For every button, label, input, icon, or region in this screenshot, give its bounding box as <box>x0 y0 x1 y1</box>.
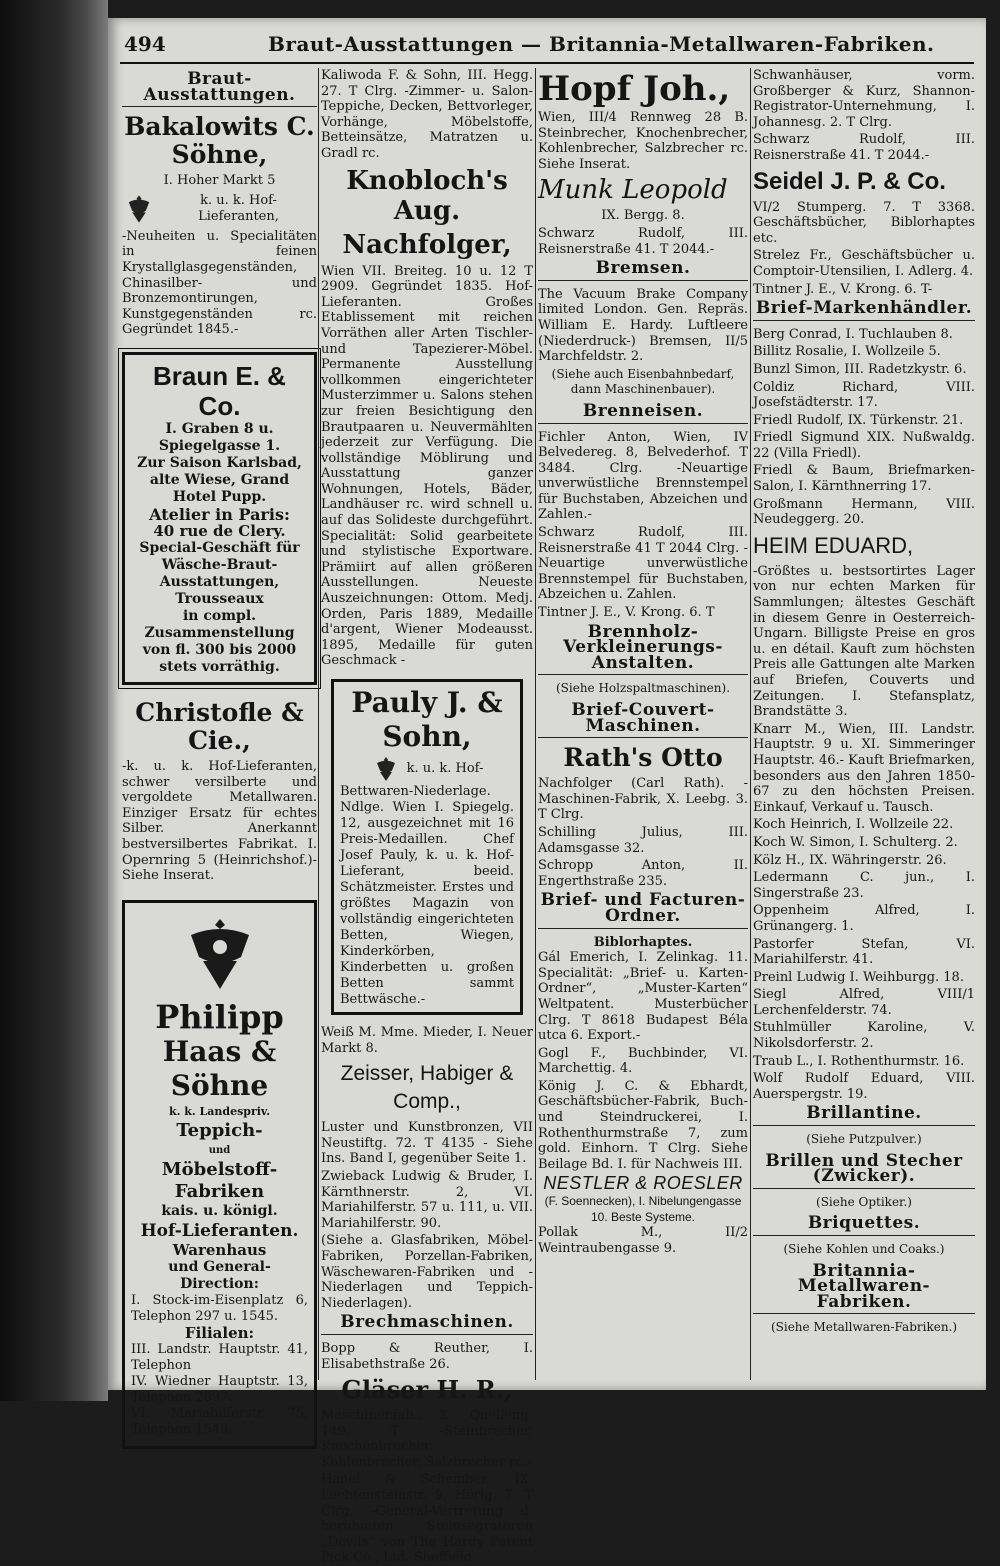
haas-teppich: Teppich- <box>176 1119 263 1141</box>
hopf-name: Hopf Joh., <box>538 69 731 109</box>
list-item: Friedl Sigmund XIX. Nußwaldg. 22 (Villa Friedl). <box>753 430 975 461</box>
col2-siehe-note: (Siehe a. Glasfabriken, Möbel-Fabriken, Porzellan-Fabriken, Wäschewaren-Fabriken und -Niederlagen und Teppich-Niederlagen). <box>321 1233 533 1311</box>
zwieback-entry: Zwieback Ludwig & Bruder, I. Kärnthnerstr. 2, VI. Mariahilferstr. 57 u. 111, u. VII. Mariahilferstr. 90. <box>321 1168 533 1231</box>
pauly-name: Pauly J. & Sohn, <box>351 686 503 753</box>
header-rule <box>120 62 974 64</box>
list-item: Billitz Rosalie, I. Wollzeile 5. <box>753 344 941 360</box>
vacuum-entry: The Vacuum Brake Company limited London. Gen. Repräs. William E. Hardy. Luftleere (Niederdruck-) Bremsen, II/5 Marchfeldstr. 2. <box>538 286 748 365</box>
knobloch-text: Wien VII. Breiteg. 10 u. 12 T 2909. Gegründet 1835. Hof-Lieferanten. Großes Etablissement mit reichen Vorräthen aller Arten Tischler- und Tapezierer-Möbel. Permanente Ausstellung vollkommen eingerichteter Musterzimmer u. Salons stehen zur freien Besichtigung den Brautpaaren u. Neuvermählten jederzeit zur Verfügung. Die vollständige Möblirung und Ausstattung ganzer Wohnungen, Hotels, Bäder, Landhäuser rc. wird schnell u. auf das Solideste durchgeführt. Specialität: Solid gearbeitete und stylistische Exportware. Prämiirt auf allen größeren Ausstellungen. Neueste Auszeichnungen: Ottom. Medj. Orden, Paris 1889, Medaille d'argent, Wiener Modeausst. 1895, Medaille für guten Geschmack - <box>321 263 533 669</box>
munk-address: IX. Bergg. 8. <box>601 208 685 224</box>
rath-text: Nachfolger (Carl Rath). -Maschinen-Fabrik, X. Leebg. 3. T Clrg. <box>538 776 748 823</box>
haas-erz: k. k. Landespriv. <box>168 1104 271 1118</box>
schwarz-entry-3: Schwarz Rudolf, III. Reisnerstraße 41. T 2044.- <box>753 132 975 163</box>
book-spine-shadow <box>0 0 108 1401</box>
section-heading-braut: Braut-Ausstattungen. <box>122 72 317 107</box>
column-rule-3 <box>750 68 751 1380</box>
pollak-entry: Pollak M., II/2 Weintraubengasse 9. <box>538 1225 748 1256</box>
haas-filiale-2: IV. Wiedner Hauptstr. 13, Telephon 2097. <box>131 1373 308 1405</box>
list-item: Wolf Rudolf Eduard, VIII. Auerspergstr. 19. <box>753 1071 975 1102</box>
braun-special: Special-Geschäft für Wäsche-Braut-Ausstattungen, Trousseaux <box>139 539 300 607</box>
section-heading-marken: Brief-Markenhändler. <box>753 301 975 321</box>
seidel-text: VI/2 Stumperg. 7. T 3368. Geschäftsbücher, Biblorhaptes etc. <box>753 199 975 246</box>
bakalowits-address: I. Hoher Markt 5 <box>163 173 276 189</box>
braun-paris: 40 rue de Clery. <box>153 521 286 540</box>
braun-address: I. Graben 8 u. Spiegelgasse 1. <box>158 420 281 454</box>
seidel-name: Seidel J. P. & Co. <box>753 167 946 195</box>
column-2 <box>321 68 533 1566</box>
braun-atelier: Atelier in Paris: <box>149 504 290 524</box>
column-rule-2 <box>535 68 536 1380</box>
strelez-entry: Strelez Fr., Geschäftsbücher u. Comptoir-Utensilien, I. Adlerg. 4. <box>753 248 975 279</box>
column-rule-1 <box>318 68 319 1380</box>
haas-advert <box>122 900 317 1449</box>
section-heading-ordner: Brief- und Facturen-Ordner. <box>538 893 748 928</box>
biblorhaptes-label: Biblorhaptes. <box>593 934 693 950</box>
page-number: 494 <box>124 32 166 56</box>
list-item: Stuhlmüller Karoline, V. Nikolsdorferstr. 2. <box>753 1020 975 1052</box>
knobloch-name: Knobloch's Aug. <box>346 165 508 226</box>
brennholz-siehe-note: (Siehe Holzspaltmaschinen). <box>555 681 731 696</box>
tintner-entry-2: Tintner J. E., V. Krong. 6. T- <box>753 281 933 297</box>
bakalowits-text: -Neuheiten u. Specialitäten in feinen Krystallglasgegenständen, Chinasilber- und Bronzemontirungen, Kunstgegenständen rc. Gegründet 1845.- <box>122 228 317 338</box>
fichler-entry: Fichler Anton, Wien, IV Belvedereg. 8, Belvederhof. T 3484. Clrg. -Neuartige unverwüstliche Brennstempel für Buchstaben, Abzeichen und Zahlen.- <box>538 429 748 523</box>
list-item: Koch W. Simon, I. Schulterg. 2. <box>753 834 958 850</box>
gogl-entry: Gogl F., Buchbinder, VI. Marchettig. 4. <box>538 1045 748 1077</box>
haas-warenhaus: Warenhaus <box>172 1240 267 1259</box>
haas-direction: und General-Direction: <box>168 1258 271 1292</box>
bakalowits-name: Bakalowits C. Söhne, <box>124 112 315 170</box>
pauly-advert <box>331 679 523 1015</box>
section-heading-bremsen: Bremsen. <box>538 261 748 281</box>
hopf-text: Wien, III/4 Rennweg 28 B. Steinbrecher, Knochenbrecher, Kohlenbrecher, Salzbrecher rc. Siehe Inserat. <box>538 110 748 172</box>
list-item: Friedl & Baum, Briefmarken-Salon, I. Kärnthnerring 17. <box>753 463 975 495</box>
rath-name: Rath's Otto <box>563 743 723 773</box>
list-item: Oppenheim Alfred, I. Grünangerg. 1. <box>753 903 975 934</box>
haas-filiale-1: III. Landstr. Hauptstr. 41, Telephon <box>131 1341 308 1373</box>
list-item: Bunzl Simon, III. Radetzkystr. 6. <box>753 361 967 377</box>
haas-stock: I. Stock-im-Eisenplatz 6, Telephon 297 u. 1545. <box>131 1292 308 1324</box>
column-4 <box>753 68 975 1380</box>
nestler-name: NESTLER & ROESLER <box>543 1173 743 1194</box>
christofle-text: -k. u. k. Hof-Lieferanten, schwer versilberte und vergoldete Metallwaren. Einziger Ersatz für echtes Silber. Anerkannt bestversilbertes Fabrikat. I. Opernring 5 (Heinrichshof.)- Siehe Inserat. <box>122 758 317 884</box>
section-heading-brillen: Brillen und Stecher (Zwicker). <box>753 1154 975 1189</box>
zeisser-name: Zeisser, Habiger & Comp., <box>340 1062 514 1114</box>
haas-kais: kais. u. königl. <box>161 1202 278 1219</box>
markenhaendler-list-2 <box>753 817 975 1102</box>
braun-advert <box>122 352 317 685</box>
braun-compl: in compl. Zusammenstellung von fl. 300 bis 2000 stets vorräthig. <box>142 607 297 675</box>
heim-name: HEIM EDUARD, <box>753 532 914 558</box>
haas-filialen: Filialen: <box>184 1323 255 1342</box>
bopp-entry: Bopp & Reuther, I. Elisabethstraße 26. <box>321 1340 533 1372</box>
list-item: Berg Conrad, I. Tuchlauben 8. <box>753 326 953 342</box>
list-item: Coldiz Richard, VIII. Josefstädterstr. 17. <box>753 379 975 411</box>
column-3 <box>538 68 748 1380</box>
page-header <box>120 26 974 66</box>
tintner-entry-1: Tintner J. E., V. Krong. 6. T <box>538 605 715 621</box>
directory-page <box>108 18 986 1566</box>
haas-und: und <box>208 1144 231 1156</box>
schwarz-entry-2: Schwarz Rudolf, III. Reisnerstraße 41 T 2044 Clrg. -Neuartige unverwüstliche Brennstempel für Buchstaben, Abzeichen u. Zahlen. <box>538 525 748 603</box>
markenhaendler-list-1 <box>753 327 975 528</box>
braun-name: Braun E. & Co. <box>153 360 286 421</box>
pauly-text: Bettwaren-Niederlage. Ndlge. Wien I. Spiegelg. 12, ausgezeichnet mit 16 Preis-Medaillen. Chef Josef Pauly, k. u. k. Hof-Lieferant, beeid. Schätzmeister. Erstes und größtes Magazin von vollständig eingerichteten Betten, Wiegen, Kinderkörben, Kinderbetten u. großen Betten sammt Bettwäsche.- <box>340 784 514 1007</box>
kaliwoda-entry: Kaliwoda F. & Sohn, III. Hegg. 27. T Clrg. -Zimmer- u. Salon-Teppiche, Decken, Bettvorleger, Vorhänge, Möbelstoffe, Betteinsätze, Matratzen u. Gradl rc. <box>321 68 533 161</box>
section-heading-briquettes: Briquettes. <box>753 1216 975 1236</box>
pauly-hof: k. u. k. Hof- <box>406 761 484 777</box>
section-heading-brennholz: Brennholz-Verkleinerungs-Anstalten. <box>538 625 748 676</box>
column-1 <box>122 68 317 1437</box>
section-heading-brenneisen: Brenneisen. <box>538 404 748 424</box>
double-eagle-icon <box>122 192 156 226</box>
list-item: Preinl Ludwig I. Weihburgg. 18. <box>753 969 964 985</box>
haas-name-1: Philipp <box>155 997 284 1036</box>
list-item: Friedl Rudolf, IX. Türkenstr. 21. <box>753 412 964 428</box>
bakalowits-hof: k. u. k. Hof- Lieferanten, <box>198 193 279 224</box>
knarr-entry: Knarr M., Wien, III. Landstr. Hauptstr. 9 u. XI. Simmeringer Hauptstr. 46.- Kauft Briefmarken, besonders aus den Jahren 1850-67 zu den höchsten Preisen. Einkauf, Verkauf u. Tausch. <box>753 721 975 815</box>
haas-name-2: Haas & Söhne <box>162 1034 277 1102</box>
braun-saison: Zur Saison Karlsbad, alte Wiese, Grand Hotel Pupp. <box>137 454 302 505</box>
hanel-entry: Hanel & Schember, IX. Lechtensteinstr. 9, Hörlg. 7. T Clrg. -General-Vertretung d. berühmten Steinsegratoren „Devils“ von The Hardy Patent Pick Co., Ltd. Sheffield. <box>321 1472 533 1566</box>
munk-name: Munk Leopold <box>538 175 728 206</box>
haas-hof: Hof-Lieferanten. <box>140 1220 299 1241</box>
schwarz-entry-1: Schwarz Rudolf, III. Reisnerstraße 41. T 2044.- <box>538 225 748 257</box>
schropp-entry: Schropp Anton, II. Engerthstraße 235. <box>538 858 748 889</box>
glaeser-name: Gläser H. R., <box>341 1375 513 1405</box>
list-item: Koch Heinrich, I. Wollzeile 22. <box>753 817 954 833</box>
running-title: Braut-Ausstattungen — Britannia-Metallwaren-Fabriken. <box>268 32 935 56</box>
briquettes-siehe-note: (Siehe Kohlen und Coaks.) <box>783 1242 945 1256</box>
britannia-siehe-note: (Siehe Metallwaren-Fabriken.) <box>770 1320 958 1335</box>
vacuum-siehe-note: (Siehe auch Eisenbahnbedarf, dann Maschinenbauer). <box>551 366 735 397</box>
glaeser-text: Maschinenfab., X. Quelleng. 149. T -Steinbrecher, Knochenbrecher, Kohlenbrecher, Salzbrecher rc.- <box>321 1408 533 1470</box>
weiss-entry: Weiß M. Mme. Mieder, I. Neuer Markt 8. <box>321 1025 533 1056</box>
pauly-hof-line <box>340 754 514 784</box>
double-eagle-icon <box>371 754 401 784</box>
list-item: Pastorfer Stefan, VI. Mariahilferstr. 41. <box>753 936 975 968</box>
section-heading-brief-couvert: Brief-Couvert-Maschinen. <box>538 703 748 738</box>
section-heading-brillantine: Brillantine. <box>753 1106 975 1126</box>
brillantine-siehe-note: (Siehe Putzpulver.) <box>806 1132 922 1147</box>
heim-text: -Größtes u. bestsortirtes Lager von nur echten Marken für Sammlungen; ältestes Geschäft in diesem Genre in Oesterreich-Ungarn. Billigste Preise en gros u. en détail. Kauft zum höchsten Preis alle Gattungen alte Marken auf Briefen, Couverts und Zeitungen. I. Stefansplatz, Brandstätte 3. <box>753 563 975 720</box>
section-heading-brechmaschinen: Brechmaschinen. <box>321 1315 533 1335</box>
imperial-eagle-icon <box>185 915 255 995</box>
list-item: Traub L., I. Rothenthurmstr. 16. <box>753 1053 965 1069</box>
knobloch-name-2: Nachfolger, <box>342 229 512 260</box>
gal-entry: Gál Emerich, I. Zelinkag. 11. Specialität: „Brief- u. Karten-Ordner“, „Muster-Karten“ Weltpatent. Musterbücher Clrg. T 8618 Budapest Béla utca 6. Export.- <box>538 950 748 1044</box>
haas-moebel: Möbelstoff-Fabriken <box>161 1158 278 1202</box>
nestler-text: (F. Soennecken), I. Nibelungengasse 10. Beste Systeme. <box>544 1194 742 1224</box>
schilling-entry: Schilling Julius, III. Adamsgasse 32. <box>538 824 748 856</box>
zeisser-text: Luster und Kunstbronzen, VII Neustiftg. 72. T 4135 - Siehe Ins. Band I, gegenüber Seite 1. <box>321 1120 533 1167</box>
section-heading-britannia: Britannia-Metallwaren-Fabriken. <box>753 1264 975 1315</box>
list-item: Siegl Alfred, VIII/1 Lerchenfelderstr. 74. <box>753 987 975 1018</box>
list-item: Ledermann C. jun., I. Singerstraße 23. <box>753 870 975 901</box>
haas-filiale-3: VI. Mariahilferstr. 75, Telephon 1546. <box>131 1405 308 1437</box>
koenig-entry: König J. C. & Ebhardt, Geschäftsbücher-Fabrik, Buch- und Steindruckerei, I. Rothenthurmstraße 7, zum gold. Einhorn. T Clrg. Siehe Beilage Bd. I. für Nachweis III. <box>538 1078 748 1172</box>
bakalowits-hof-line <box>122 192 317 226</box>
schwanhaeuser-entry: Schwanhäuser, vorm. Großberger & Kurz, Shannon-Registrator-Unternehmung, I. Johannesg. 2. T Clrg. <box>753 68 975 130</box>
list-item: Kölz H., IX. Währingerstr. 26. <box>753 852 947 868</box>
list-item: Großmann Hermann, VIII. Neudeggerg. 20. <box>753 496 975 528</box>
christofle-name: Christofle & Cie., <box>135 697 304 755</box>
brillen-siehe-note: (Siehe Optiker.) <box>816 1194 912 1209</box>
